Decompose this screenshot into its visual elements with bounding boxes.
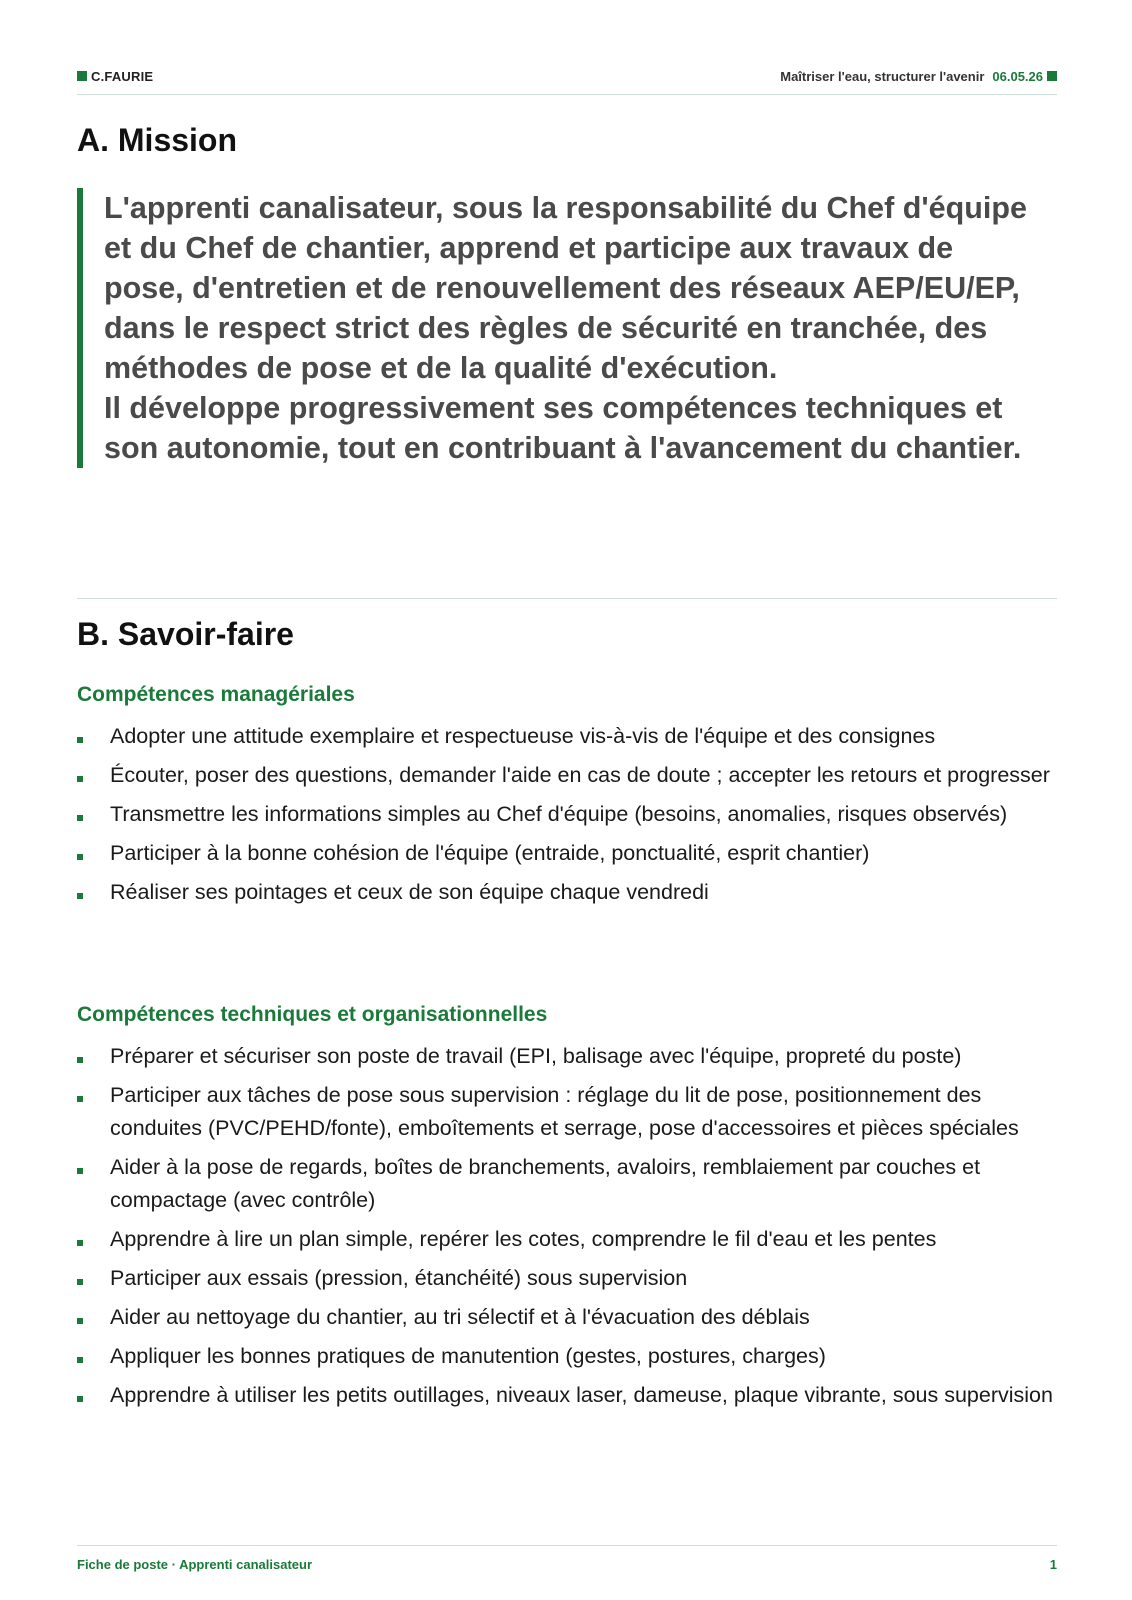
list-item [77, 759, 1057, 792]
header-divider [77, 94, 1057, 95]
list-item-text: Préparer et sécuriser son poste de travail (EPI, balisage avec l'équipe, propreté du poste) [110, 1044, 962, 1068]
footer-divider [77, 1545, 1057, 1546]
header-date: 06.05.26 [992, 68, 1043, 84]
bullet-square-icon [77, 1057, 83, 1063]
bullet-square-icon [77, 1168, 83, 1174]
header-right [780, 69, 1057, 84]
list-item [77, 1301, 1057, 1334]
list-item [77, 1079, 1057, 1145]
list-item [77, 720, 1057, 753]
bullet-square-icon [77, 893, 83, 899]
header-left [77, 69, 153, 84]
bullet-square-icon [77, 776, 83, 782]
group-title-managerial: Compétences managériales [77, 683, 355, 706]
mission-paragraph: Il développe progressivement ses compétences techniques et son autonomie, tout en contribuant à l'avancement du chantier. [104, 391, 1022, 465]
bullet-square-icon [77, 737, 83, 743]
list-item [77, 1223, 1057, 1256]
list-item [77, 1262, 1057, 1295]
bullet-square-icon [77, 815, 83, 821]
document-page [77, 0, 1057, 1600]
list-item-text: Aider au nettoyage du chantier, au tri sélectif et à l'évacuation des déblais [110, 1305, 810, 1329]
bullet-square-icon [77, 1279, 83, 1285]
bullet-square-icon [77, 1096, 83, 1102]
list-item-text: Transmettre les informations simples au Chef d'équipe (besoins, anomalies, risques observés) [110, 802, 1008, 826]
list-item [77, 1340, 1057, 1373]
section-divider [77, 598, 1057, 599]
list-item [77, 1151, 1057, 1217]
brand-square-icon [77, 71, 87, 81]
list-item-text: Écouter, poser des questions, demander l'aide en cas de doute ; accepter les retours et progresser [110, 763, 1050, 787]
list-item-text: Participer à la bonne cohésion de l'équipe (entraide, ponctualité, esprit chantier) [110, 841, 870, 865]
list-item [77, 1379, 1057, 1412]
group-title-technical: Compétences techniques et organisationnelles [77, 1003, 548, 1026]
list-item [77, 798, 1057, 831]
bullet-square-icon [77, 1318, 83, 1324]
list-item-text: Aider à la pose de regards, boîtes de branchements, avaloirs, remblaiement par couches et compactage (avec contrôle) [110, 1155, 981, 1212]
footer-page-number: 1 [1049, 1557, 1057, 1572]
list-item-text: Adopter une attitude exemplaire et respectueuse vis-à-vis de l'équipe et des consignes [110, 724, 936, 748]
brand-square-icon [1047, 71, 1057, 81]
managerial-skills-list [77, 720, 1057, 915]
list-item-text: Apprendre à utiliser les petits outillages, niveaux laser, dameuse, plaque vibrante, sous supervision [110, 1383, 1053, 1407]
list-item [77, 1040, 1057, 1073]
page-header [77, 64, 1057, 88]
footer-doc-label: Fiche de poste · Apprenti canalisateur [77, 1557, 313, 1572]
section-b-title: B. Savoir-faire [77, 616, 294, 652]
list-item [77, 837, 1057, 870]
list-item-text: Participer aux essais (pression, étanchéité) sous supervision [110, 1266, 688, 1290]
bullet-square-icon [77, 1357, 83, 1363]
header-tagline: Maîtriser l'eau, structurer l'avenir [780, 68, 985, 84]
bullet-square-icon [77, 1396, 83, 1402]
header-author: C.FAURIE [91, 68, 154, 84]
bullet-square-icon [77, 1240, 83, 1246]
list-item-text: Réaliser ses pointages et ceux de son équipe chaque vendredi [110, 880, 709, 904]
list-item [77, 876, 1057, 909]
list-item-text: Apprendre à lire un plan simple, repérer les cotes, comprendre le fil d'eau et les pentes [110, 1227, 937, 1251]
page-footer [77, 1557, 1057, 1572]
technical-skills-list [77, 1040, 1057, 1418]
list-item-text: Appliquer les bonnes pratiques de manutention (gestes, postures, charges) [110, 1344, 826, 1368]
section-a-title: A. Mission [77, 122, 238, 158]
list-item-text: Participer aux tâches de pose sous supervision : réglage du lit de pose, positionnement des conduites (PVC/PEHD/fonte), emboîtements et serrage, pose d'accessoires et pièces spéciales [110, 1083, 1019, 1140]
bullet-square-icon [77, 854, 83, 860]
mission-paragraph: L'apprenti canalisateur, sous la responsabilité du Chef d'équipe et du Chef de chantier, apprend et participe aux travaux de pose, d'entretien et de renouvellement des réseaux AEP/EU/EP, dans le respect strict des règles de sécurité en tranchée, des méthodes de pose et de la qualité d'exécution. [104, 191, 1027, 385]
mission-quote [77, 188, 1037, 468]
